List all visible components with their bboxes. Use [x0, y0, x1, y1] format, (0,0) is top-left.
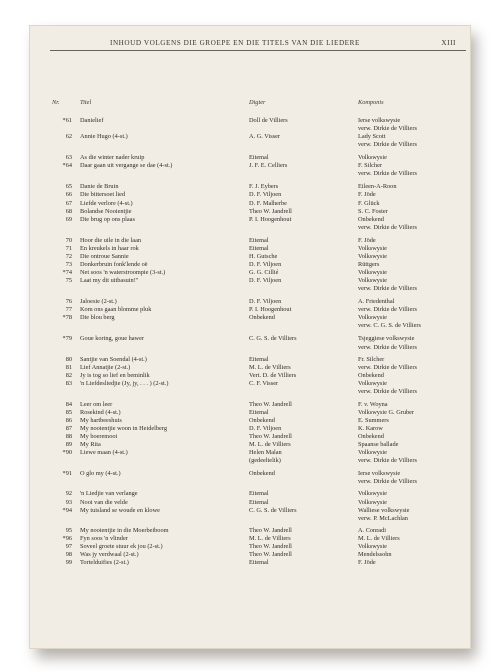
song-number: 70: [65, 236, 72, 244]
table-row: [30, 117, 470, 125]
table-row: [30, 162, 470, 170]
song-title: Nooi van die velde: [80, 498, 128, 506]
song-composer: verw. Dirkie de Villiers: [358, 478, 417, 486]
song-poet: C. F. Visser: [249, 379, 279, 387]
song-composer: Spaanse ballade: [358, 441, 399, 449]
song-poet: D. F. Viljoen: [249, 425, 282, 433]
song-poet: Doll de Villiers: [249, 117, 288, 124]
song-poet: F. J. Eybers: [249, 183, 279, 191]
song-number: 82: [65, 371, 72, 379]
table-row: [30, 356, 470, 364]
table-row: [30, 253, 470, 261]
song-composer: verw. Dirkie de Villiers: [358, 125, 417, 133]
song-poet: M. L. de Villiers: [249, 534, 291, 542]
song-number: 99: [65, 558, 72, 566]
song-composer: Volkswysie: [358, 154, 387, 162]
song-number: 76: [65, 298, 72, 306]
table-row: [30, 441, 470, 449]
song-number: 85: [65, 408, 72, 416]
page-number: XIII: [441, 39, 456, 47]
song-number: 98: [65, 550, 72, 558]
song-number: 63: [65, 154, 72, 162]
song-number: *94: [62, 506, 72, 514]
song-number: 75: [65, 277, 72, 285]
song-title: Kom ons gaan blomme pluk: [80, 306, 152, 314]
song-composer: A. Friedenthal: [358, 298, 395, 306]
table-row: [30, 298, 470, 306]
table-row: [30, 306, 470, 314]
song-title: Liefde verlore (4-st.): [80, 199, 133, 207]
song-number: *91: [62, 470, 72, 478]
table-row: [30, 344, 470, 352]
song-composer: verw. Dirkie de Villiers: [358, 223, 417, 231]
song-poet: P. I. Hoogenhout: [249, 215, 292, 223]
song-poet: Eitemal: [249, 490, 269, 498]
song-title: Die ontroue Sannie: [80, 252, 129, 260]
song-title: Goue koring, goue hawer: [80, 335, 144, 343]
column-header-poet: Digter: [249, 99, 266, 106]
song-number: 77: [65, 306, 72, 314]
song-title: My nooientjie woon in Heidelberg: [80, 425, 167, 433]
song-composer: Rüttgers: [358, 260, 380, 268]
song-poet: D. F. Viljoen: [249, 298, 282, 306]
song-number: 72: [65, 252, 72, 260]
song-title: Lief Annatjie (2-st.): [80, 363, 131, 371]
song-poet: D. F. Viljoen: [249, 277, 282, 285]
song-number: 69: [65, 215, 72, 223]
table-row: [30, 401, 470, 409]
table-row: [30, 535, 470, 543]
song-poet: Vert. D. de Villiers: [249, 371, 297, 379]
table-row: [30, 527, 470, 535]
table-row: [30, 216, 470, 224]
song-number: 95: [65, 526, 72, 534]
table-row: [30, 314, 470, 322]
song-composer: M. L. de Villiers: [358, 534, 400, 542]
table-row: [30, 237, 470, 245]
song-poet: (gedeeltelik): [249, 457, 281, 465]
song-number: 80: [65, 355, 72, 363]
song-poet: Eitemal: [249, 558, 269, 566]
song-composer: E. Summers: [358, 416, 389, 424]
song-composer: Volkswysie: [358, 498, 387, 506]
song-poet: C. G. S. de Villiers: [249, 506, 297, 514]
table-row: [30, 141, 470, 149]
song-poet: Theo W. Jandrell: [249, 542, 292, 550]
song-poet: Eitemal: [249, 236, 269, 244]
song-title: Die brug op ons plaas: [80, 215, 135, 223]
table-row: [30, 409, 470, 417]
song-title: Laat my dit uitbasuin!": [80, 277, 139, 285]
song-poet: Onbekend: [249, 314, 275, 322]
song-title: As die winter nader kruip: [80, 154, 145, 162]
song-composer: Onbekend: [358, 215, 384, 223]
song-number: *78: [62, 314, 72, 322]
song-poet: J. F. E. Celliers: [249, 162, 288, 170]
song-title: O glo my (4-st.): [80, 470, 121, 478]
song-title: My hartbeeshuis: [80, 416, 122, 424]
table-row: [30, 559, 470, 567]
table-row: [30, 154, 470, 162]
song-number: 68: [65, 207, 72, 215]
song-composer: verw. Dirkie de Villiers: [358, 306, 417, 314]
song-poet: M. L. de Villiers: [249, 363, 291, 371]
song-composer: F. Jöde: [358, 558, 376, 566]
table-row: [30, 507, 470, 515]
song-composer: Volkswysie: [358, 314, 387, 322]
table-row: [30, 170, 470, 178]
song-composer: K. Karow: [358, 425, 383, 433]
table-row: [30, 208, 470, 216]
song-composer: verw. Dirkie de Villiers: [358, 170, 417, 178]
song-poet: H. Gutsche: [249, 252, 278, 260]
song-poet: Theo W. Jandrell: [249, 526, 292, 534]
book-page: [30, 26, 470, 648]
song-poet: Helen Malan: [249, 449, 282, 457]
song-title: My nooientjie in die Moerbeiboom: [80, 526, 169, 534]
table-row: [30, 261, 470, 269]
song-composer: Tsjeggiese volkswysie: [358, 335, 415, 343]
table-row: [30, 125, 470, 133]
song-composer: F. v. Woyna: [358, 400, 388, 408]
song-composer: Volkswysie: [358, 269, 387, 277]
table-row: [30, 191, 470, 199]
song-poet: C. G. S. de Villiers: [249, 335, 297, 343]
song-poet: Onbekend: [249, 470, 275, 478]
song-poet: Theo W. Jandrell: [249, 207, 292, 215]
table-row: [30, 133, 470, 141]
song-title: Liewe maan (4-st.): [80, 449, 128, 457]
table-row: [30, 183, 470, 191]
table-row: [30, 417, 470, 425]
table-row: [30, 478, 470, 486]
song-composer: verw. C. G. S. de Villiers: [358, 322, 421, 330]
song-title: Leer om leer: [80, 400, 113, 408]
column-header-nr: Nr.: [52, 99, 60, 106]
table-row: [30, 285, 470, 293]
song-title: Was jy verdwaal (2-st.): [80, 550, 139, 558]
song-title: 'n Liefdesliedjie (Jy, jy, . . . ) (2-st.): [80, 379, 169, 387]
song-composer: verw. Dirkie de Villiers: [358, 141, 417, 149]
column-header-title: Titel: [80, 99, 92, 106]
song-number: 65: [65, 183, 72, 191]
song-poet: Eitemal: [249, 355, 269, 363]
song-title: Annie Hugo (4-st.): [80, 133, 128, 141]
table-row: [30, 277, 470, 285]
song-title: Rosekind (4-st.): [80, 408, 121, 416]
table-row: [30, 433, 470, 441]
table-row: [30, 364, 470, 372]
song-composer: Volkswysie: [358, 490, 387, 498]
song-title: Net soos 'n waterstroompie (3-st.): [80, 269, 166, 277]
header-rule: [50, 50, 466, 51]
song-composer: Onbekend: [358, 433, 384, 441]
song-composer: F. Glück: [358, 199, 380, 207]
table-row: [30, 470, 470, 478]
table-row: [30, 457, 470, 465]
song-composer: Onbekend: [358, 371, 384, 379]
table-row: [30, 425, 470, 433]
table-row: [30, 388, 470, 396]
song-title: Daar gaan uit vergange se dae (4-st.): [80, 162, 173, 170]
song-composer: Volkswysie G. Gruber: [358, 408, 415, 416]
song-number: 88: [65, 433, 72, 441]
song-number: 62: [65, 133, 72, 141]
song-composer: Ierse volkswysie: [358, 117, 401, 124]
song-composer: verw. Dirkie de Villiers: [358, 387, 417, 395]
song-number: 67: [65, 199, 72, 207]
song-number: 92: [65, 490, 72, 498]
song-number: 87: [65, 425, 72, 433]
song-title: Fyn soos 'n vlinder: [80, 534, 128, 542]
song-poet: M. L. de Villiers: [249, 441, 291, 449]
table-row: [30, 515, 470, 523]
song-number: *61: [62, 117, 72, 124]
song-number: *90: [62, 449, 72, 457]
song-composer: Mendelssohn: [358, 550, 392, 558]
song-composer: verw. Dirkie de Villiers: [358, 343, 417, 351]
song-poet: Theo W. Jandrell: [249, 550, 292, 558]
table-row: [30, 322, 470, 330]
song-composer: Volkswysie: [358, 277, 387, 285]
song-poet: Onbekend: [249, 416, 275, 424]
song-number: 93: [65, 498, 72, 506]
song-title: Bolandse Nooientjie: [80, 207, 132, 215]
song-composer: Volkswysie: [358, 449, 387, 457]
table-row: [30, 551, 470, 559]
table-row: [30, 449, 470, 457]
song-composer: Volkswysie: [358, 244, 387, 252]
song-composer: A. Conradi: [358, 526, 386, 534]
song-title: Hoor die uile in die laan: [80, 236, 142, 244]
song-poet: Theo W. Jandrell: [249, 400, 292, 408]
song-title: Tortelduifies (2-st.): [80, 558, 129, 566]
song-number: 83: [65, 379, 72, 387]
song-composer: Volkswysie: [358, 379, 387, 387]
song-composer: Lady Scott: [358, 133, 386, 141]
song-title: Soveel groete stuur ek jou (2-st.): [80, 542, 163, 550]
song-title: 'n Liedjie van verlange: [80, 490, 138, 498]
table-row: [30, 335, 470, 343]
song-poet: P. I. Hoogenhout: [249, 306, 292, 314]
song-composer: Fr. Silcher: [358, 355, 385, 363]
song-composer: verw. P. McLachlan: [358, 514, 408, 522]
song-composer: verw. Dirkie de Villiers: [358, 285, 417, 293]
song-number: *64: [62, 162, 72, 170]
song-composer: F. Silcher: [358, 162, 382, 170]
song-composer: verw. Dirkie de Villiers: [358, 457, 417, 465]
table-row: [30, 269, 470, 277]
song-composer: S. C. Foster: [358, 207, 388, 215]
song-composer: Eileen-A-Roon: [358, 183, 397, 191]
table-row: [30, 372, 470, 380]
song-poet: Eitemal: [249, 244, 269, 252]
song-composer: Ierse volkswysie: [358, 470, 401, 478]
song-title: Die bittersoet lied: [80, 191, 126, 199]
song-title: My tuisland se woude en klowe: [80, 506, 160, 514]
song-title: Santjie van Soendal (4-st.): [80, 355, 147, 363]
song-number: 66: [65, 191, 72, 199]
table-row: [30, 499, 470, 507]
song-poet: Theo W. Jandrell: [249, 433, 292, 441]
song-poet: G. G. Cillié: [249, 269, 279, 277]
song-number: 73: [65, 260, 72, 268]
song-poet: Eitemal: [249, 498, 269, 506]
song-composer: Volkswysie: [358, 542, 387, 550]
song-poet: Eitemal: [249, 408, 269, 416]
song-poet: A. G. Visser: [249, 133, 280, 141]
table-row: [30, 380, 470, 388]
running-head-title: INHOUD VOLGENS DIE GROEPE EN DIE TITELS VAN DIE LIEDERE: [110, 39, 360, 47]
song-number: *79: [62, 335, 72, 343]
song-number: 97: [65, 542, 72, 550]
song-title: Danie de Bruin: [80, 183, 119, 191]
song-title: Jy is tog so lief en beminlik: [80, 371, 150, 379]
song-title: En kreukels in haar rok: [80, 244, 139, 252]
song-poet: D. F. Malherbe: [249, 199, 287, 207]
song-composer: Walliese volkswysie: [358, 506, 410, 514]
song-title: Jaloesie (2-st.): [80, 298, 117, 306]
column-header-composer: Komponis: [358, 99, 384, 106]
song-poet: D. F. Viljoen: [249, 191, 282, 199]
song-number: *96: [62, 534, 72, 542]
song-poet: Eitemal: [249, 154, 269, 162]
song-composer: F. Jöde: [358, 236, 376, 244]
song-number: 89: [65, 441, 72, 449]
table-row: [30, 224, 470, 232]
song-composer: F. Jöde: [358, 191, 376, 199]
song-number: 81: [65, 363, 72, 371]
table-row: [30, 543, 470, 551]
song-number: 71: [65, 244, 72, 252]
song-title: My boeremooi: [80, 433, 118, 441]
song-composer: Volkswysie: [358, 252, 387, 260]
song-title: My Rita: [80, 441, 101, 449]
song-number: *74: [62, 269, 72, 277]
song-number: 86: [65, 416, 72, 424]
song-title: Danielief: [80, 117, 104, 124]
table-row: [30, 245, 470, 253]
song-title: Donkerbruin fonk'lende oë: [80, 260, 148, 268]
table-row: [30, 200, 470, 208]
song-title: Die blou berg: [80, 314, 115, 322]
song-composer: verw. Dirkie de Villiers: [358, 363, 417, 371]
song-number: 84: [65, 400, 72, 408]
table-row: [30, 490, 470, 498]
song-poet: D. F. Viljoen: [249, 260, 282, 268]
